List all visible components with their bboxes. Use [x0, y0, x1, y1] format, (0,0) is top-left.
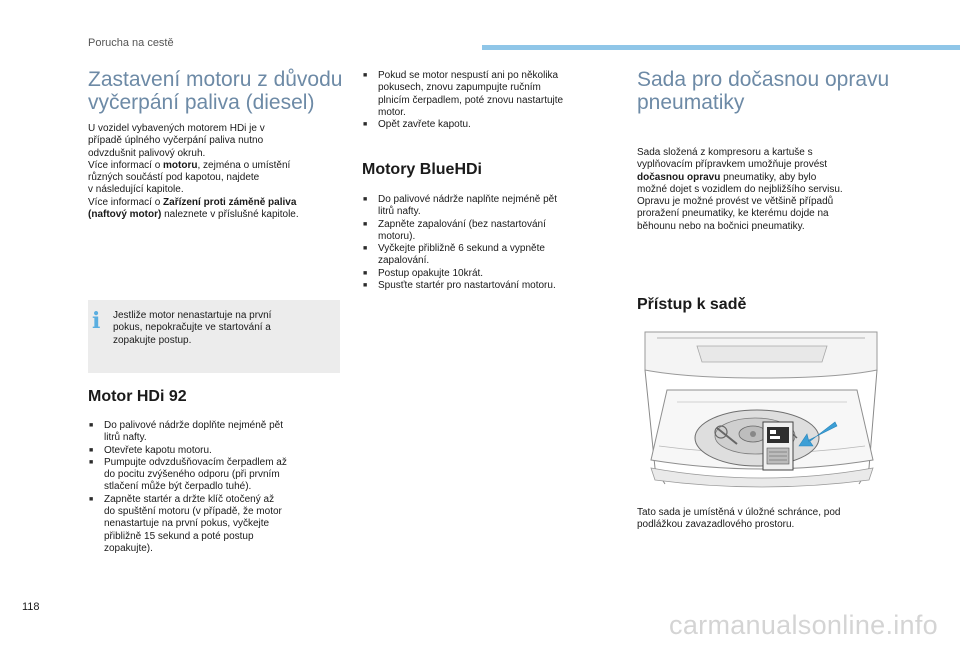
header-accent-bar — [482, 45, 960, 50]
list-item: ■ Opět zavřete kapotu. — [362, 119, 622, 131]
list-item: ■ Zapněte zapalování (bez nastartování motoru). — [362, 219, 622, 244]
watermark: carmanualsonline.info — [669, 610, 938, 640]
info-note-box: i Jestliže motor nenastartuje na první pokus, nepokračujte ve startování a zopakujte postup. — [88, 300, 340, 373]
fuel-intro: U vozidel vybavených motorem HDi je v případě úplného vyčerpání paliva nutno odvzdušnit palivový okruh. Více informací o motoru, zejména o umístění různých součástí pod kapotou, najdete v následující kapitole. Více informací o Zařízení proti záměně paliva (naftový motor) naleznete v příslušné kapitole. — [88, 123, 299, 221]
list-item: ■ Spusťte startér pro nastartování motoru. — [362, 280, 622, 292]
list-item: ■ Otevřete kapotu motoru. — [88, 445, 348, 457]
section-title-repair-kit: Sada pro dočasnou opravu pneumatiky — [637, 68, 890, 114]
running-header: Porucha na cestě — [88, 37, 174, 49]
kit-caption: Tato sada je umístěná v úložné schránce, pod podlážkou zavazadlového prostoru. — [637, 507, 841, 531]
section-title-fuel: Zastavení motoru z důvodu vyčerpání paliva (diesel) — [88, 68, 343, 114]
subtitle-hdi92: Motor HDi 92 — [88, 388, 187, 405]
trunk-kit-illustration — [637, 328, 887, 494]
repair-kit-intro: Sada složená z kompresoru a kartuše s vyplňovacím přípravkem umožňuje provést dočasnou opravu pneumatiky, aby bylo možné dojet s vozidlem do nejbližšího servisu. Opravu je možné provést ve většině případů proražení pneumatiky, ke kterému dojde na běhounu nebo na bočnici pneumatiky. — [637, 147, 843, 232]
info-icon: i — [92, 308, 101, 334]
list-item: ■ Zapněte startér a držte klíč otočený až do spuštění motoru (v případě, že motor nenastartuje na první pokus, vyčkejte přibližně 15 sekund a poté postup zopakujte). — [88, 494, 348, 555]
list-item: ■ Pumpujte odvzdušňovacím čerpadlem až do pocitu zvýšeného odporu (při prvním stlačení může být čerpadlo tuhé). — [88, 457, 348, 494]
hdi92-steps-continued — [362, 70, 622, 131]
list-item: ■ Do palivové nádrže doplňte nejméně pět litrů nafty. — [88, 420, 348, 445]
hdi92-steps — [88, 420, 348, 555]
subtitle-access-kit: Přístup k sadě — [637, 296, 747, 313]
page-number: 118 — [22, 601, 40, 613]
list-item: ■ Do palivové nádrže naplňte nejméně pět litrů nafty. — [362, 194, 622, 219]
subtitle-bluehdi: Motory BlueHDi — [362, 161, 482, 178]
bluehdi-steps — [362, 194, 622, 292]
list-item: ■ Postup opakujte 10krát. — [362, 268, 622, 280]
list-item: ■ Vyčkejte přibližně 6 sekund a vypněte zapalování. — [362, 243, 622, 268]
list-item: ■ Pokud se motor nespustí ani po několika pokusech, znovu zapumpujte ručním plnicím čerpadlem, poté znovu nastartujte motor. — [362, 70, 622, 119]
